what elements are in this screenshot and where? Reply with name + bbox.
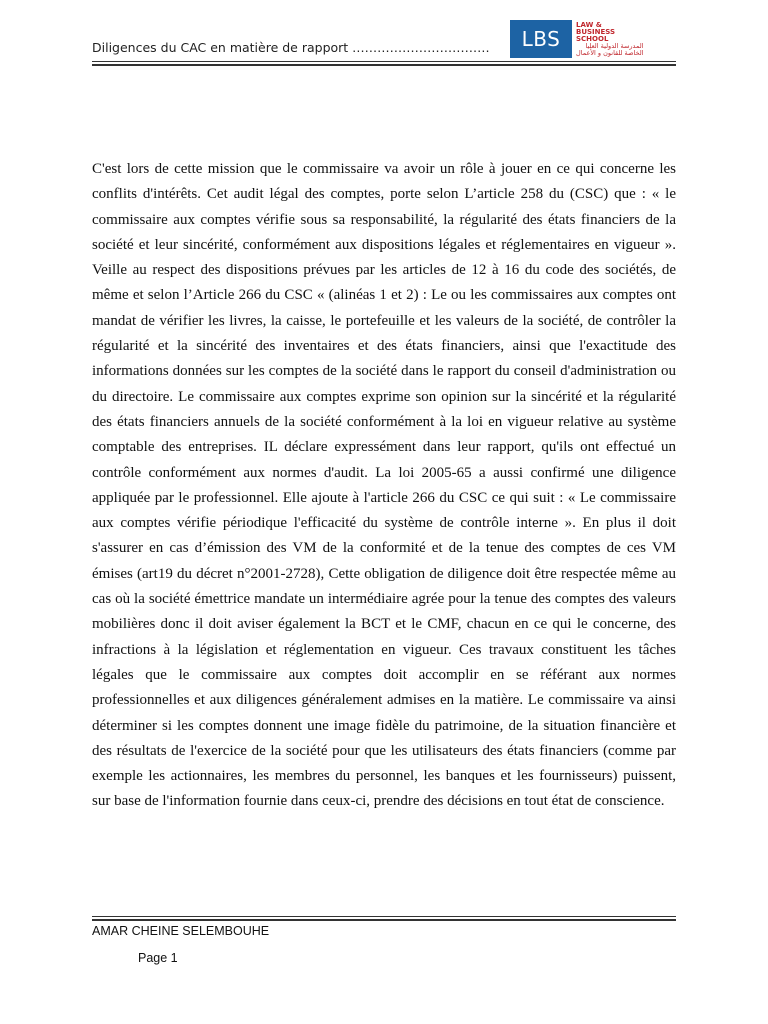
- logo-english: LAW & BUSINESS SCHOOL: [576, 20, 616, 43]
- footer-author: AMAR CHEINE SELEMBOUHE: [92, 924, 270, 938]
- logo-text: [572, 20, 644, 58]
- header-title: Diligences du CAC en matière de rapport ……………………………: [92, 40, 490, 55]
- body-paragraph: C'est lors de cette mission que le commissaire va avoir un rôle à jouer en ce qui concerne les conflits d'intérêts. Cet audit légal des comptes, porte selon L’article 258 du (CSC) que : « le commissaire aux comptes vérifie sous sa responsabilité, la régularité des états financiers de la société et leur sincérité, conformément aux dispositions légales et réglementaires en vigueur ». Veille au respect des dispositions prévues par les articles de 12 à 16 du code des sociétés, de même et selon l’Article 266 du CSC « (alinéas 1 et 2) : Le ou les commissaires aux comptes ont mandat de vérifier les livres, la caisse, le portefeuille et les valeurs de la société, de contrôler la régularité et la sincérité des inventaires et des états financiers, ainsi que l'exactitude des informations données sur les comptes de la société dans le rapport du conseil d'administration ou du directoire. Le commissaire aux comptes exprime son opinion sur la sincérité et la régularité des états financiers annuels de la société conformément à la loi en vigueur relative au système comptable des entreprises. IL déclare expressément dans leur rapport, qu'ils ont effectué un contrôle conformément aux normes d'audit. La loi 2005-65 a aussi confirmé une diligence appliquée par le professionnel. Elle ajoute à l'article 266 du CSC ce qui suit : « Le commissaire aux comptes vérifie périodique l'efficacité du système de contrôle interne ». En plus il doit s'assurer en cas d’émission des VM de la conformité et de la tenue des comptes de ces VM émises (art19 du décret n°2001-2728), Cette obligation de diligence doit être respectée même au cas où la société émettrice mandate un intermédiaire agrée pour la tenue des comptes des valeurs mobilières donc il doit aviser également la BCT et le CMF, chacun en ce qui le concerne, des infractions à la législation et réglementation en vigueur. Ces travaux constituent les tâches légales que le commissaire aux comptes doit accomplir en se référant aux normes professionnelles et aux diligences généralement admises en la matière. Le commissaire va ainsi déterminer si les comptes donnent une image fidèle du patrimoine, de la situation financière et des résultats de l'exercice de la société pour que les utilisateurs des états financiers (comme par exemple les actionnaires, les membres du personnel, les banques et les fournisseurs) puissent, sur base de l'information fournie dans ceux-ci, prendre des décisions en tout état de conscience.: [92, 161, 676, 810]
- logo-abbr: LBS: [510, 20, 572, 58]
- footer-divider: [92, 916, 676, 922]
- logo-arabic: المدرسة الدولية العليا الخاصة للقانون و الأعمال: [576, 41, 644, 57]
- school-logo: [510, 20, 666, 58]
- page-number: Page 1: [138, 951, 178, 965]
- header-divider: [92, 61, 676, 66]
